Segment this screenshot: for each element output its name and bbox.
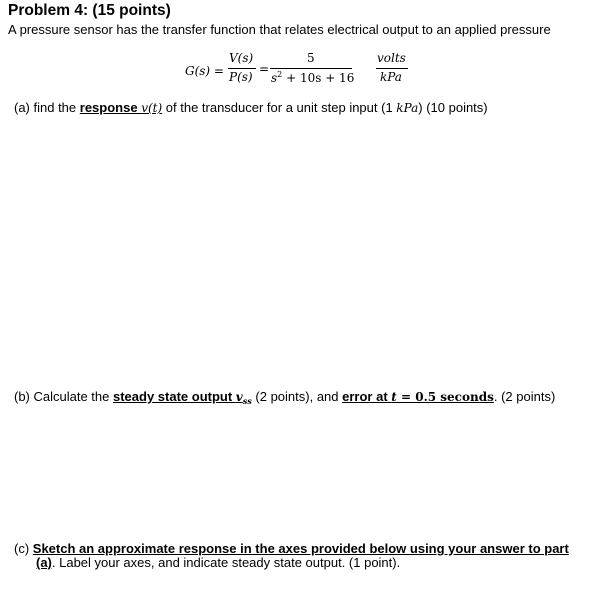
equation-denominator-poly: $s^2 + 10s + 16$ xyxy=(271,70,355,85)
part-a-question: (a) find the response v(t) of the transducer for a unit step input (1 kPa) (10 points) xyxy=(14,100,488,115)
equation-equals: = xyxy=(259,62,270,76)
units-numerator: volts xyxy=(377,51,406,65)
equation-numerator-vs: V(s) xyxy=(229,51,254,65)
problem-intro: A pressure sensor has the transfer function that relates electrical output to an applied pressure xyxy=(8,22,551,37)
part-c-question-line2: (a). Label your axes, and indicate steady state output. (1 point). xyxy=(36,555,401,570)
equation-lhs: G(s) = xyxy=(185,64,224,78)
fraction-bar-1 xyxy=(228,68,256,69)
part-b-question: (b) Calculate the steady state output $v_{ss}$ (2 points), and error at t = 0.5 seconds. (2 points) xyxy=(14,389,556,406)
equation-numerator-5: 5 xyxy=(307,51,315,65)
part-a-response-label: response v(t) xyxy=(79,100,163,115)
fraction-bar-3 xyxy=(376,68,408,69)
fraction-bar-2 xyxy=(270,68,352,69)
equation-denominator-ps: P(s) xyxy=(229,70,253,84)
part-c-question-line1: (c) Sketch an approximate response in the axes provided below using your answer to part xyxy=(14,541,569,556)
part-c-ref-label: (a) xyxy=(36,555,52,570)
part-b-steady-state-label: steady state output $v_{ss}$ xyxy=(113,389,252,406)
problem-title: Problem 4: (15 points) xyxy=(8,2,171,19)
units-denominator: kPa xyxy=(380,70,402,84)
part-c-sketch-label: Sketch an approximate response in the axes provided below using your answer to part xyxy=(32,541,569,556)
part-b-error-label: error at t = 0.5 seconds xyxy=(342,389,494,404)
